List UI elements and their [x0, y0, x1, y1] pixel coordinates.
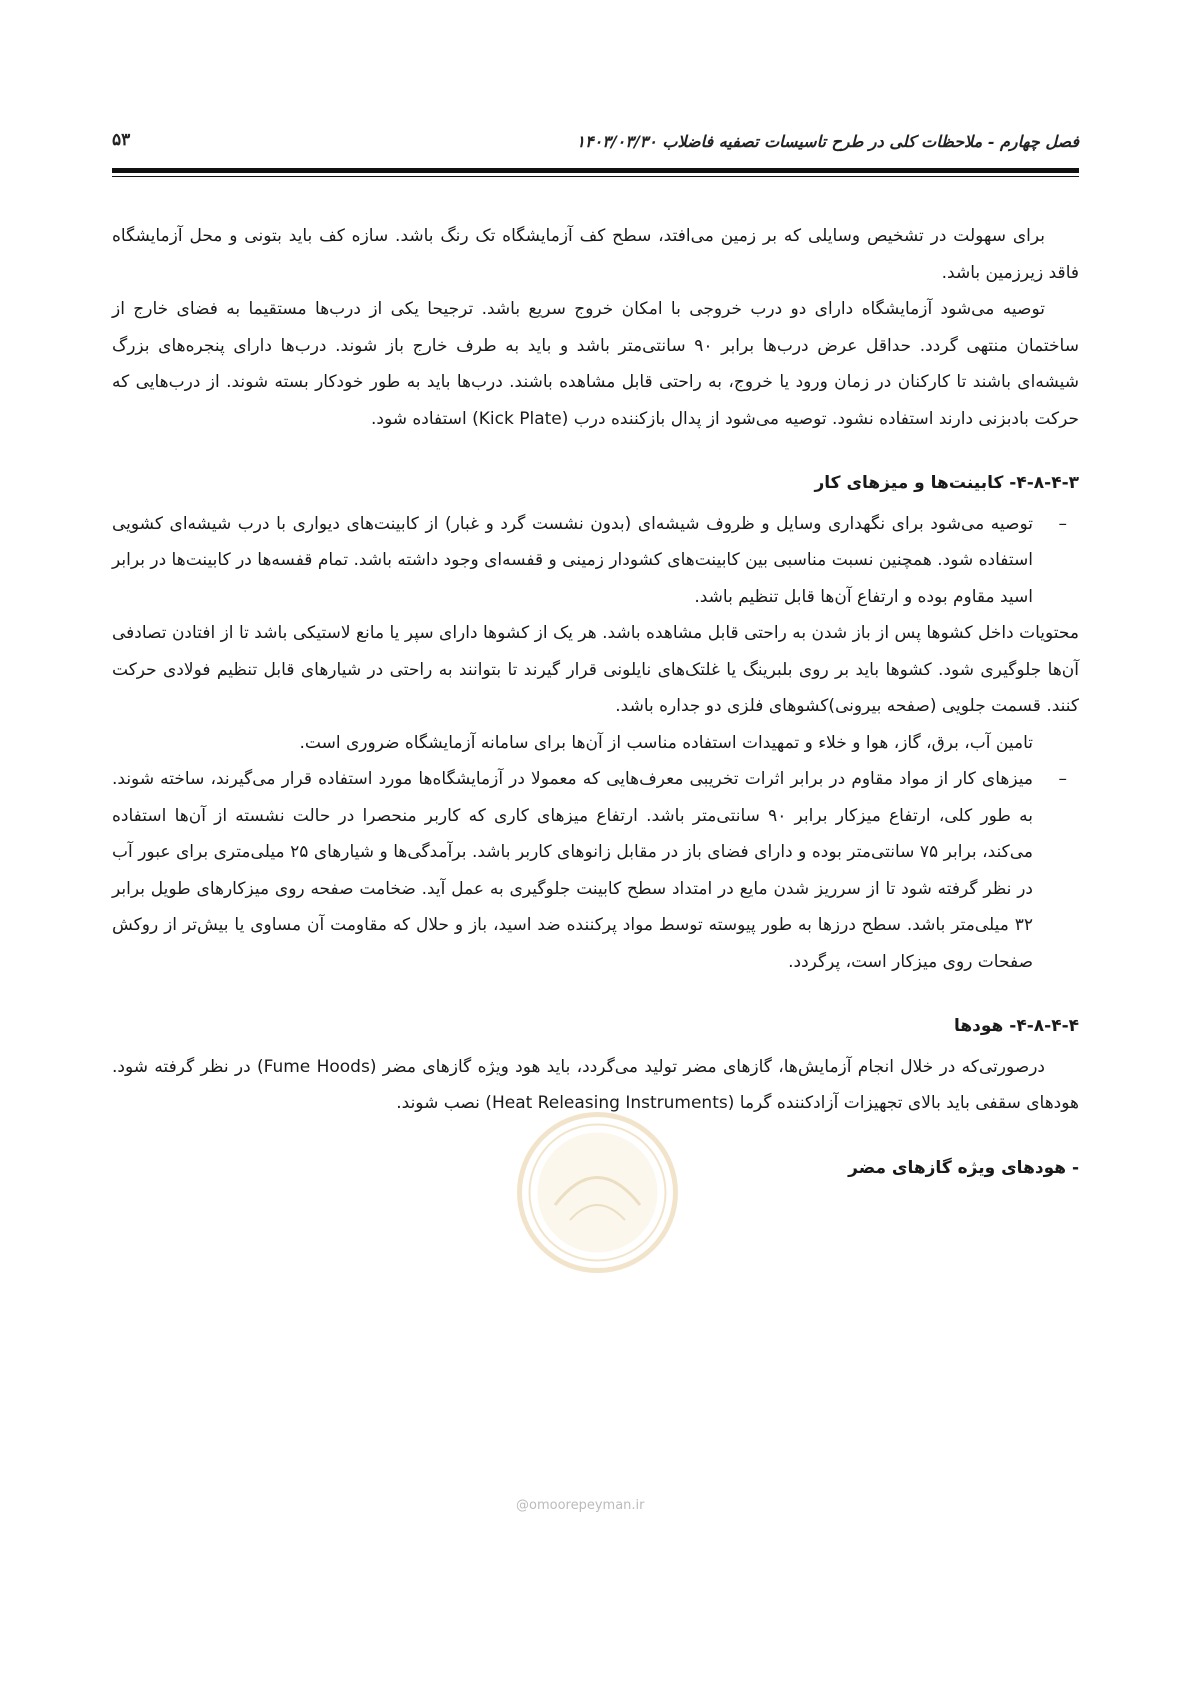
watermark-url: @omoorepeyman.ir — [516, 1498, 645, 1513]
paragraph-utilities: تامین آب، برق، گاز، هوا و خلاء و تمهیدات استفاده مناسب از آن‌ها برای سامانه آزمایشگاه ضروری است. — [299, 732, 1033, 753]
page-header — [112, 126, 1079, 166]
chapter-title: فصل چهارم - ملاحظات کلی در طرح تاسیسات تصفیه فاضلاب ۱۴۰۳/۰۳/۳۰ — [576, 132, 1079, 151]
paragraph-drawers: محتویات داخل کشوها پس از باز شدن به راحتی قابل مشاهده باشد. هر یک از کشوها دارای سپر یا مانع لاستیکی باشد تا از افتادن تصادفی آن‌ها جلوگیری شود. کشوها باید بر روی بلبرینگ یا غلتک‌های نایلونی قرار گیرند تا بتوانند به راحتی در شیارهای قابل تنظیم فولادی حرکت کنند. قسمت جلویی (صفحه بیرونی)کشوهای فلزی دو جداره باشد. — [112, 623, 1079, 716]
section-heading-cabinets: ۴-۸-۴-۳- کابینت‌ها و میزهای کار — [814, 473, 1079, 493]
paragraph-hoods: درصورتی‌که در خلال انجام آزمایش‌ها، گازهای مضر تولید می‌گردد، باید هود ویژه گازهای مضر (Fume Hoods) در نظر گرفته شود. هودهای سقفی باید بالای تجهیزات آزادکننده گرما (Heat Releasing Instruments) نصب شوند. — [112, 1056, 1079, 1113]
bullet-text-worktables: میزهای کار از مواد مقاوم در برابر اثرات تخریبی معرف‌هایی که معمولا در آزمایشگاه‌ها مورد استفاده قرار می‌گیرند، ساخته شوند. به طور کلی، ارتفاع میزکار برابر ۹۰ سانتی‌متر باشد. ارتفاع میزهای کاری که کاربر منحصرا در حالت نشسته از آن‌ها استفاده می‌کند، برابر ۷۵ سانتی‌متر بوده و دارای فضای باز در مقابل زانوهای کاربر باشد. برآمدگی‌ها و شیارهای ۲۵ میلی‌متری برای عبور آب در نظر گرفته شود تا از سرریز شدن مایع در امتداد سطح کابینت جلوگیری به عمل آید. ضخامت صفحه روی میزکارهای طویل برابر ۳۲ میلی‌متر باشد. سطح درزها به طور پیوسته توسط مواد پرکننده ضد اسید، باز و حلال که مقاومت آن مساوی یا بیش‌تر از روکش صفحات روی میزکار است، پرگردد. — [112, 769, 1034, 972]
section-heading-hoods: ۴-۸-۴-۴- هودها — [954, 1016, 1079, 1036]
paragraph-floor: برای سهولت در تشخیص وسایلی که بر زمین می‌افتد، سطح کف آزمایشگاه تک رنگ باشد. سازه کف باید بتونی و محل آزمایشگاه فاقد زیرزمین باشد. — [112, 226, 1079, 283]
subheading-fume-hoods: - هودهای ویژه گازهای مضر — [848, 1157, 1079, 1178]
page-body — [112, 218, 1079, 1190]
bullet-text-cabinets: توصیه می‌شود برای نگهداری وسایل و ظروف شیشه‌ای (بدون نشست گرد و غبار) از کابینت‌های دیواری با درب شیشه‌ای کشویی استفاده شود. همچنین نسبت مناسبی بین کابینت‌های کشودار زمینی و قفسه‌ای وجود داشته باشد. تمام قفسه‌ها در کابینت‌ها در برابر اسید مقاوم بوده و ارتفاع آن‌ها قابل تنظیم باشد. — [112, 513, 1033, 607]
paragraph-doors: توصیه می‌شود آزمایشگاه دارای دو درب خروجی با امکان خروج سریع باشد. ترجیحا یکی از درب‌ها مستقیما به فضای خارج از ساختمان منتهی گردد. حداقل عرض درب‌ها برابر ۹۰ سانتی‌متر باشد و باید به طرف خارج باز شوند. درب‌ها دارای پنجره‌های بزرگ شیشه‌ای باشند تا کارکنان در زمان ورود یا خروج، به راحتی قابل مشاهده باشند. درب‌ها باید به طور خودکار بسته شوند. از درب‌هایی که حرکت بادبزنی دارند استفاده نشود. توصیه می‌شود از پدال بازکننده درب (Kick Plate) استفاده شود. — [112, 299, 1079, 429]
bullet-dash: – — [1058, 769, 1067, 789]
list-item-worktables — [112, 761, 1079, 980]
watermark-seal-icon — [515, 1110, 680, 1275]
bullet-dash: – — [1058, 513, 1067, 534]
header-rule-thick — [112, 168, 1079, 173]
page-number: ۵۳ — [112, 130, 131, 150]
header-rule-thin — [112, 176, 1079, 177]
list-item-cabinets — [112, 506, 1079, 616]
